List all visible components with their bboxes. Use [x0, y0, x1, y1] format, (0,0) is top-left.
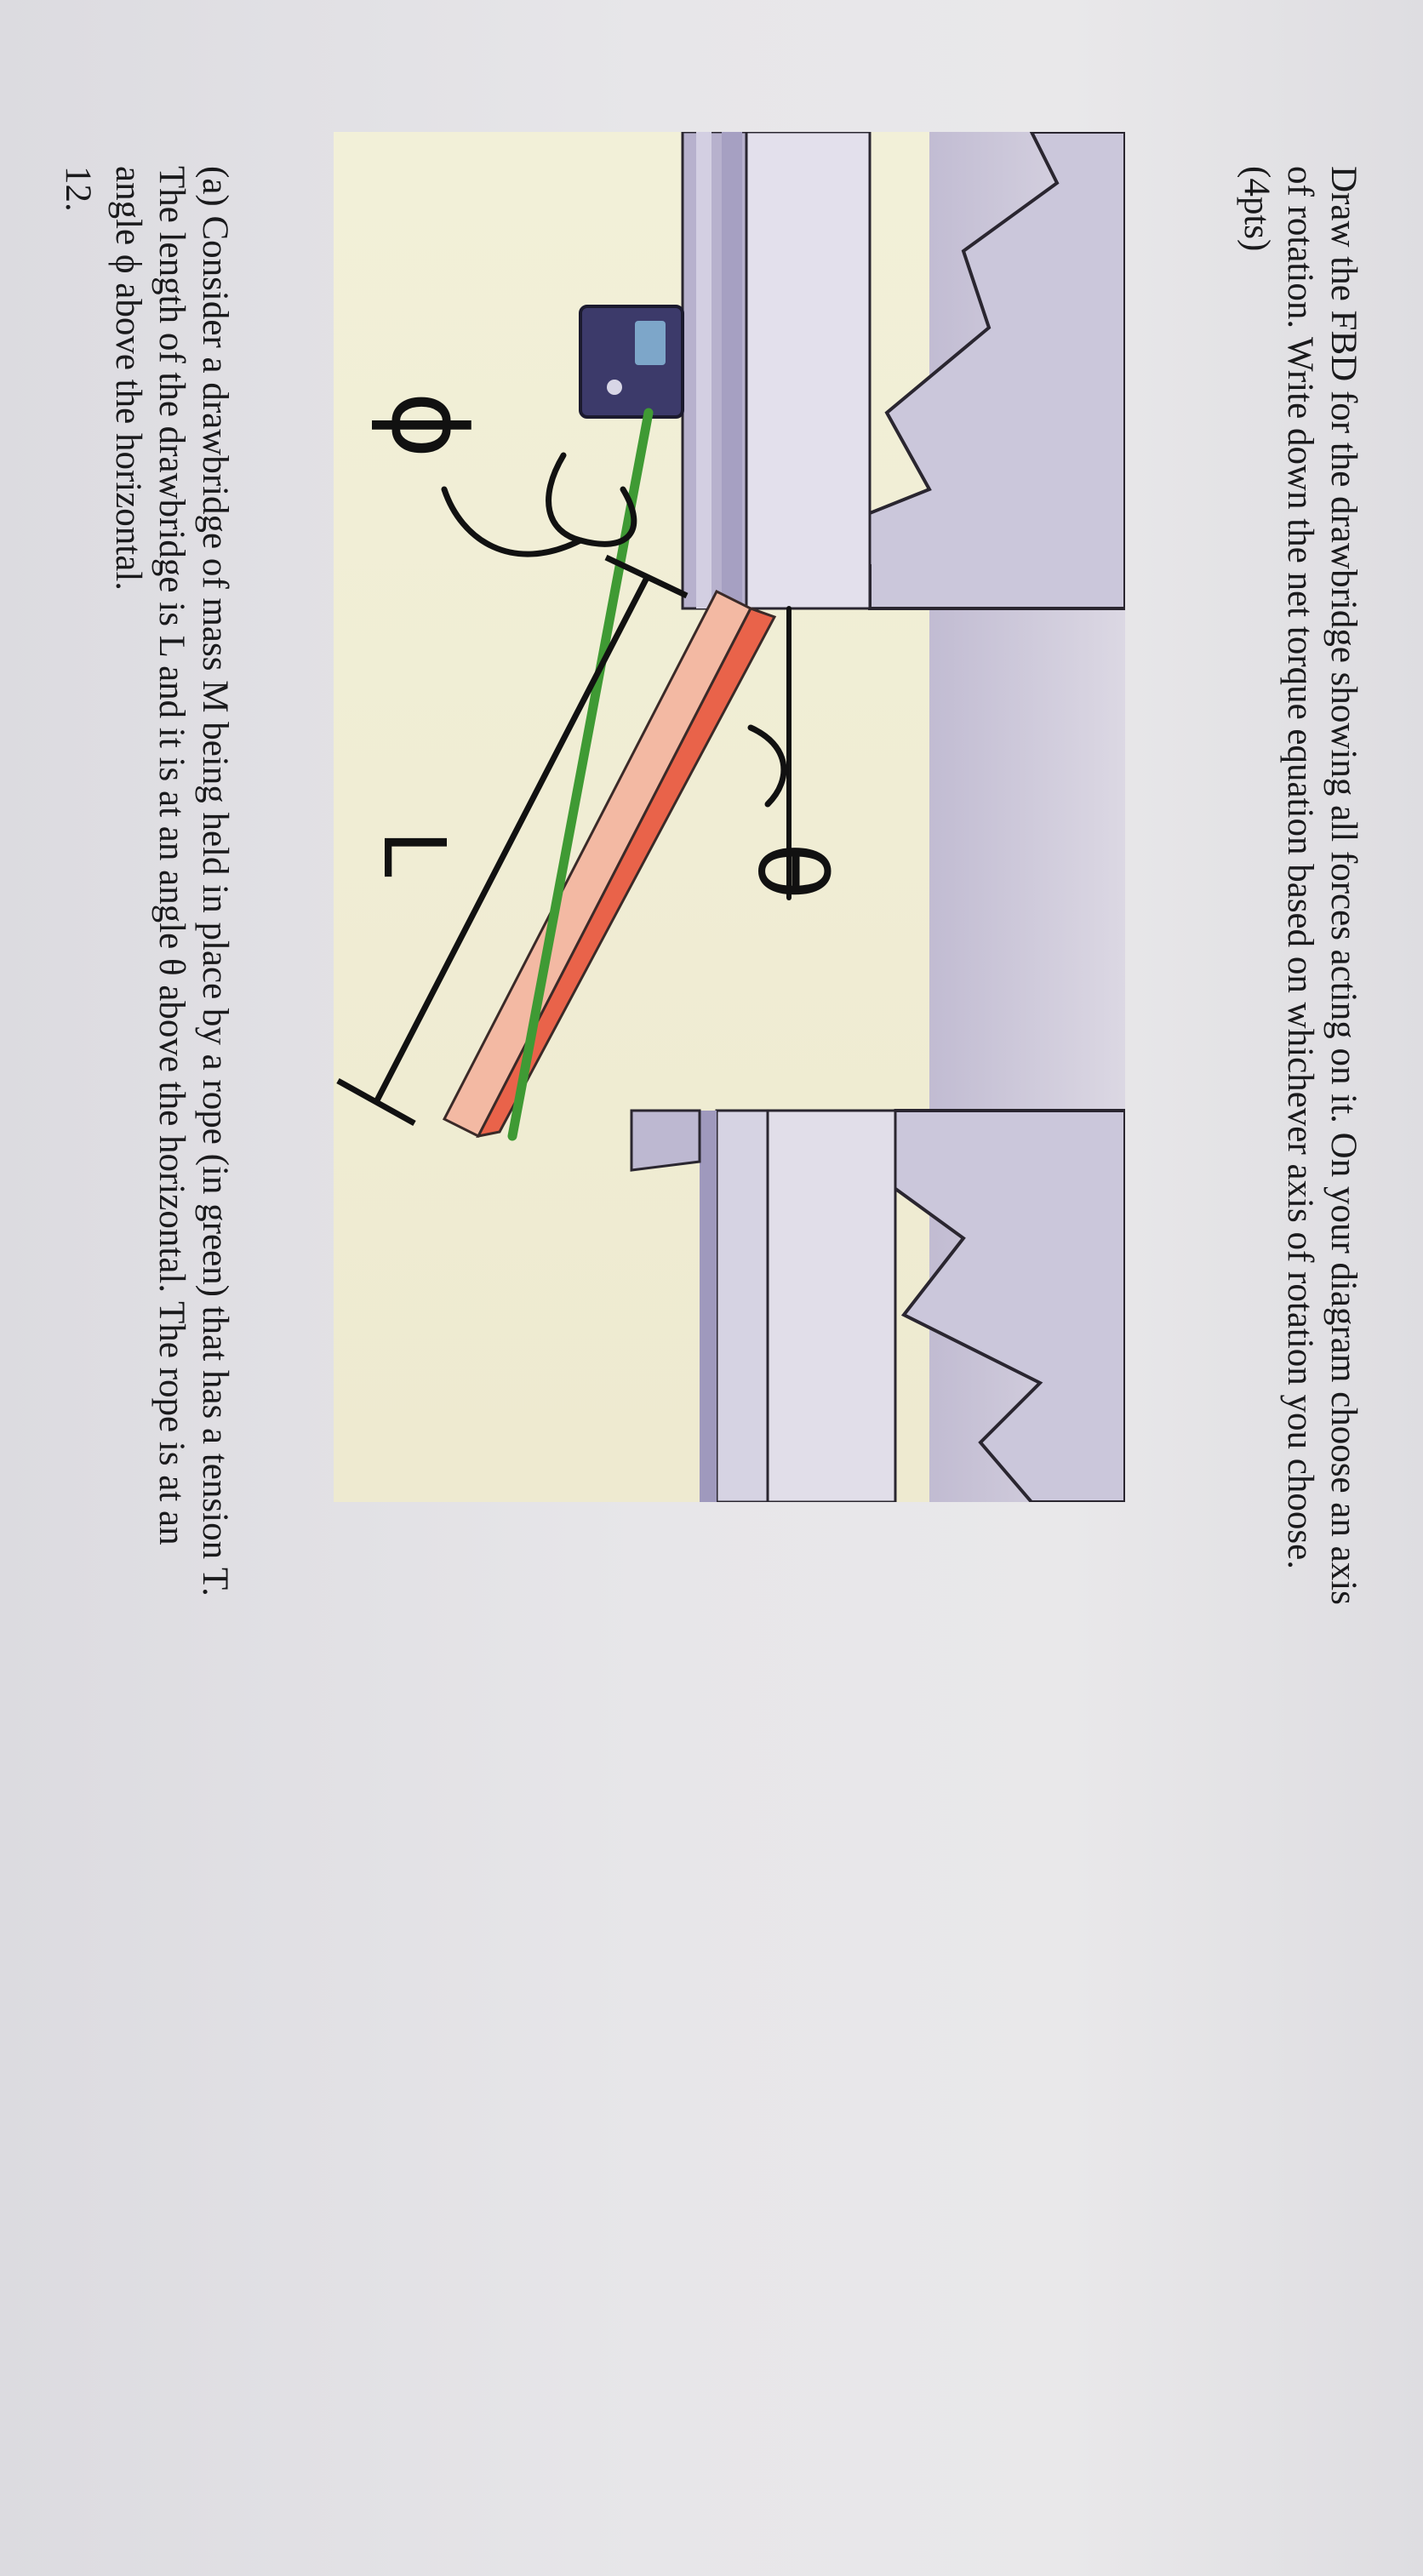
left-tower-top	[746, 132, 870, 608]
right-castle	[631, 1111, 1125, 1502]
instruction-line-3: (4pts)	[1237, 166, 1277, 252]
part-a-line-3: angle ϕ above the horizontal.	[108, 166, 148, 591]
winch-knob	[607, 380, 622, 395]
drawbridge-figure	[334, 132, 1125, 1502]
label-L: L	[364, 830, 464, 877]
instruction-line-1: Draw the FBD for the drawbridge showing all forces acting on it. On your diagram choose an axis	[1323, 166, 1363, 1605]
instruction-prompt	[1235, 166, 1365, 1605]
problem-number: 12.	[58, 166, 98, 212]
right-tower-top	[768, 1111, 895, 1502]
part-a-line-1: (a) Consider a drawbridge of mass M being held in place by a rope (in green) that has a tension T.	[195, 166, 235, 1596]
right-tower-rail	[717, 1111, 768, 1502]
tower-pillar-1	[722, 132, 742, 608]
label-phi: ϕ	[369, 391, 487, 460]
part-a-prompt	[106, 166, 237, 1596]
right-tower-rail-shadow	[700, 1111, 717, 1502]
winch-box	[580, 306, 683, 417]
tower-pillar-2	[696, 132, 712, 608]
winch-panel	[635, 321, 666, 365]
part-a-line-2: The length of the drawbridge is L and it is at an angle θ above the horizontal. The rope is at an	[151, 166, 191, 1545]
label-theta: θ	[737, 842, 846, 900]
instruction-line-2: of rotation. Write down the net torque equation based on whichever axis of rotation you choose.	[1280, 166, 1320, 1569]
right-landing	[631, 1111, 700, 1170]
